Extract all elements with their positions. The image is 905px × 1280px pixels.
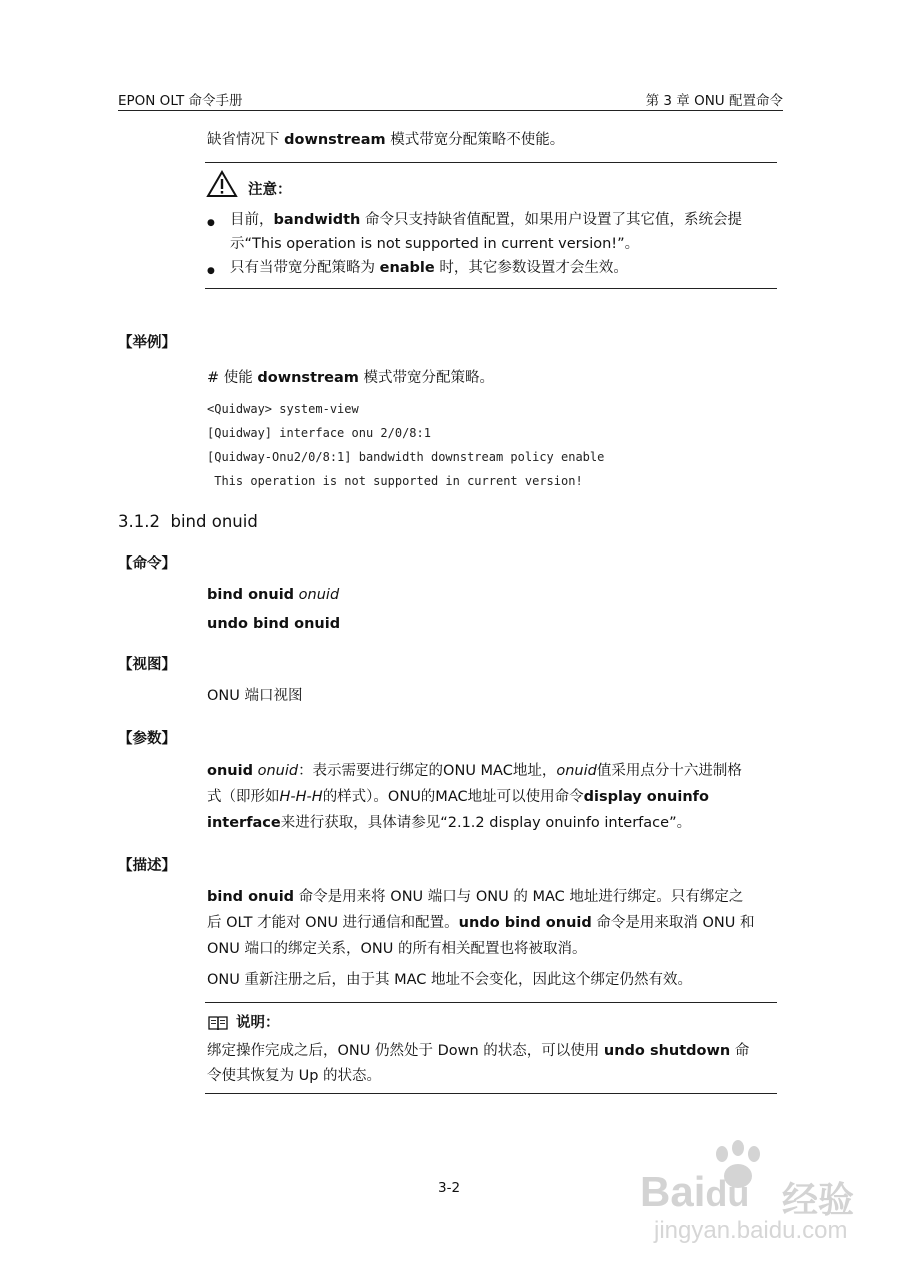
description-tag: 【描述】 — [118, 858, 176, 874]
params-l3-text: 来进行获取，具体请参见“2.1.2 display onuinfo interface”。 — [280, 815, 692, 831]
watermark-brand-bai: Bai — [640, 1168, 706, 1215]
desc-l2-text: 后 OLT 才能对 ONU 进行通信和配置。 — [207, 915, 459, 931]
warning-triangle-icon — [206, 170, 238, 198]
params-line-2 — [207, 784, 709, 811]
example-desc-post: 模式带宽分配策略。 — [358, 370, 494, 386]
watermark-url: jingyan.baidu.com — [654, 1217, 848, 1244]
section-heading — [118, 512, 258, 531]
note-line-2: 令使其恢复为 Up 的状态。 — [207, 1068, 382, 1084]
note-l1-bold: undo shutdown — [603, 1043, 731, 1059]
note-l1-text: 绑定操作完成之后，ONU 仍然处于 Down 的状态，可以使用 — [207, 1043, 604, 1059]
caution-item-2-post: 时，其它参数设置才会生效。 — [434, 260, 628, 276]
desc-line-2 — [207, 910, 754, 937]
desc-l2-bold: undo bind onuid — [458, 915, 592, 931]
code-line: <Quidway> system-view — [207, 402, 359, 416]
desc-l1-text: 命令是用来将 ONU 端口与 ONU 的 MAC 地址进行绑定。只有绑定之 — [294, 889, 744, 905]
params-text-2: 值采用点分十六进制格 — [596, 763, 742, 779]
desc-line-1 — [207, 884, 743, 911]
header-rule — [118, 110, 783, 111]
caution-item-1-post: 命令只支持缺省值配置，如果用户设置了其它值，系统会提 — [360, 212, 742, 228]
desc-l1-bold: bind onuid — [207, 889, 295, 905]
params-italic: onuid — [257, 763, 299, 779]
view-tag: 【视图】 — [118, 657, 176, 673]
note-line-1 — [207, 1038, 749, 1065]
params-l2-a: 式（即形如 — [207, 789, 280, 805]
command-tag: 【命令】 — [118, 556, 176, 572]
params-l2-b: 的样式）。ONU的MAC地址可以使用命令 — [322, 789, 584, 805]
intro-pre: 缺省情况下 — [207, 132, 285, 148]
book-icon — [208, 1015, 228, 1031]
caution-item-2-pre: 只有当带宽分配策略为 — [230, 260, 380, 276]
section-number: 3.1.2 — [118, 512, 160, 531]
command-line-1 — [207, 582, 339, 609]
view-text: ONU 端口视图 — [207, 688, 303, 704]
bullet-icon: ● — [207, 218, 215, 228]
caution-bottom-rule — [205, 288, 777, 289]
example-desc-bold: downstream — [257, 370, 359, 386]
desc-line-3: ONU 端口的绑定关系，ONU 的所有相关配置也将被取消。 — [207, 941, 587, 957]
note-title: 说明： — [236, 1015, 280, 1031]
watermark-cn: 经验 — [782, 1180, 855, 1221]
intro-line — [207, 127, 564, 154]
command-undo-bold: undo bind onuid — [207, 616, 341, 632]
code-line: This operation is not supported in current version! — [207, 474, 583, 488]
caution-item-1-line2: 示“This operation is not supported in current version!”。 — [230, 236, 640, 252]
header-right: 第 3 章 ONU 配置命令 — [645, 93, 783, 109]
caution-item-2 — [230, 255, 628, 282]
watermark-brand — [640, 1168, 749, 1216]
example-desc — [207, 365, 494, 392]
caution-top-rule — [205, 162, 777, 163]
params-tag: 【参数】 — [118, 731, 176, 747]
params-l2-bold: display onuinfo — [583, 789, 709, 805]
watermark-brand-du: du — [705, 1173, 750, 1214]
params-text: ：表示需要进行绑定的ONU MAC地址， — [298, 763, 557, 779]
caution-item-1 — [230, 207, 742, 234]
section-title: bind onuid — [170, 512, 258, 531]
params-line-3 — [207, 810, 691, 837]
intro-bold: downstream — [284, 132, 386, 148]
params-bold: onuid — [207, 763, 253, 779]
page-number: 3-2 — [438, 1180, 461, 1196]
caution-title: 注意： — [248, 182, 292, 198]
bullet-icon: ● — [207, 266, 215, 276]
command-line-2 — [207, 611, 340, 638]
example-tag: 【举例】 — [118, 335, 176, 351]
code-line: [Quidway-Onu2/0/8:1] bandwidth downstream policy enable — [207, 450, 605, 464]
example-desc-pre: # 使能 — [207, 370, 258, 386]
intro-post: 模式带宽分配策略不使能。 — [385, 132, 565, 148]
caution-item-1-bold: bandwidth — [273, 212, 361, 228]
note-top-rule — [205, 1002, 777, 1003]
params-l2-italic: H-H-H — [279, 789, 323, 805]
params-line-1 — [207, 758, 742, 785]
caution-item-1-pre: 目前， — [230, 212, 274, 228]
note-bottom-rule — [205, 1093, 777, 1094]
desc-para-2: ONU 重新注册之后，由于其 MAC 地址不会变化，因此这个绑定仍然有效。 — [207, 972, 692, 988]
command-bold: bind onuid — [207, 587, 295, 603]
params-italic-2: onuid — [556, 763, 597, 779]
code-line: [Quidway] interface onu 2/0/8:1 — [207, 426, 431, 440]
header-left: EPON OLT 命令手册 — [118, 93, 243, 109]
params-l3-bold: interface — [207, 815, 281, 831]
caution-item-2-bold: enable — [379, 260, 435, 276]
note-l1-tail: 命 — [730, 1043, 750, 1059]
desc-l2-text-2: 命令是用来取消 ONU 和 — [591, 915, 755, 931]
command-italic: onuid — [298, 587, 340, 603]
